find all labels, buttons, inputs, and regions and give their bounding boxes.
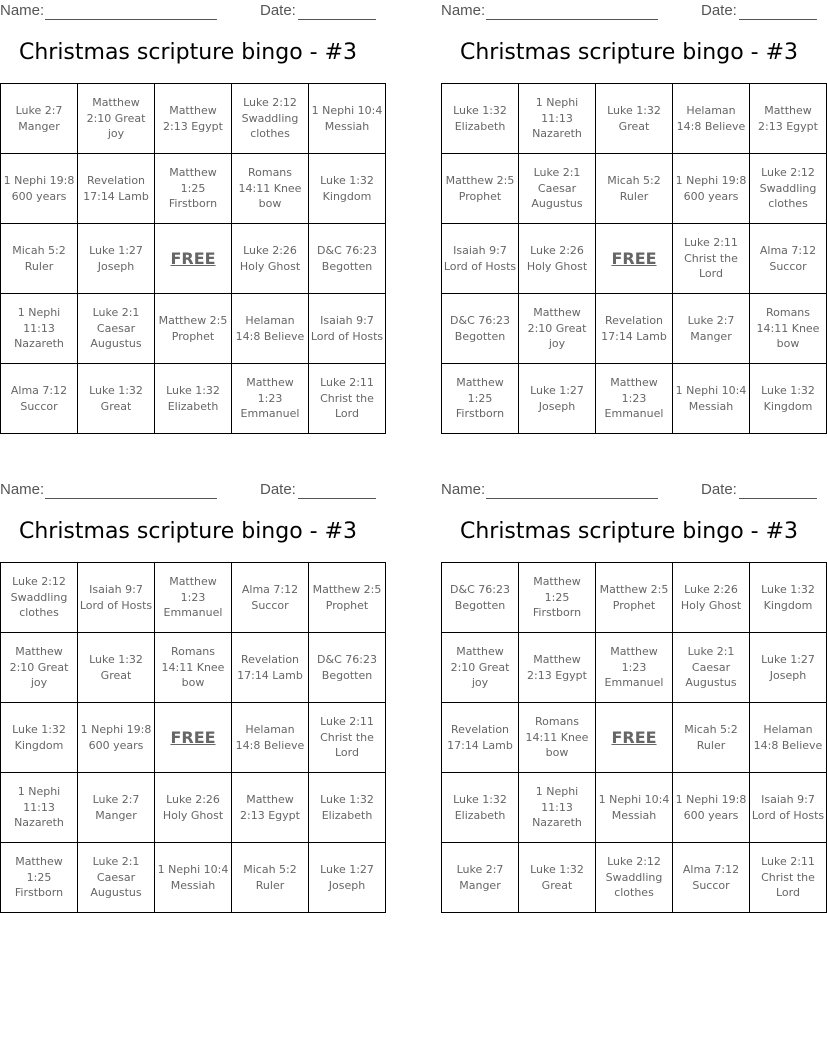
date-label: Date:: [260, 481, 296, 498]
bingo-cell[interactable]: Matthew 1:23 Emmanuel: [596, 364, 673, 434]
bingo-cell[interactable]: D&C 76:23 Begotten: [442, 294, 519, 364]
bingo-row: [442, 224, 827, 294]
bingo-cell[interactable]: Matthew 1:25 Firstborn: [1, 843, 78, 913]
bingo-cell[interactable]: Luke 2:12 Swaddling clothes: [750, 154, 827, 224]
bingo-grid: [0, 83, 386, 434]
date-line[interactable]: [739, 498, 817, 499]
bingo-cell[interactable]: 1 Nephi 11:13 Nazareth: [1, 294, 78, 364]
free-space[interactable]: FREE: [596, 224, 673, 294]
bingo-cell[interactable]: 1 Nephi 10:4 Messiah: [596, 773, 673, 843]
bingo-cell[interactable]: Luke 2:11 Christ the Lord: [309, 703, 386, 773]
bingo-cell[interactable]: 1 Nephi 11:13 Nazareth: [519, 84, 596, 154]
bingo-grid: [0, 562, 386, 913]
bingo-cell[interactable]: Matthew 2:13 Egypt: [519, 633, 596, 703]
bingo-cell[interactable]: Luke 1:27 Joseph: [78, 224, 155, 294]
bingo-row: [442, 154, 827, 224]
bingo-cell[interactable]: Micah 5:2 Ruler: [596, 154, 673, 224]
name-label: Name:: [0, 481, 45, 498]
bingo-cell[interactable]: Luke 2:11 Christ the Lord: [750, 843, 827, 913]
bingo-row: [442, 294, 827, 364]
bingo-cell[interactable]: Matthew 2:13 Egypt: [155, 84, 232, 154]
bingo-cell[interactable]: Luke 2:7 Manger: [673, 294, 750, 364]
bingo-cell[interactable]: Matthew 2:10 Great joy: [78, 84, 155, 154]
bingo-row: [442, 843, 827, 913]
card-header: [441, 0, 817, 22]
bingo-cell[interactable]: Matthew 2:5 Prophet: [309, 563, 386, 633]
bingo-cell[interactable]: Luke 1:32 Kingdom: [1, 703, 78, 773]
bingo-cell[interactable]: Revelation 17:14 Lamb: [232, 633, 309, 703]
bingo-cell[interactable]: Matthew 2:10 Great joy: [519, 294, 596, 364]
bingo-cell[interactable]: Luke 2:26 Holy Ghost: [519, 224, 596, 294]
bingo-row: [1, 563, 386, 633]
name-line[interactable]: [45, 19, 217, 20]
bingo-cell[interactable]: Luke 2:26 Holy Ghost: [673, 563, 750, 633]
bingo-row: [1, 294, 386, 364]
bingo-cell[interactable]: Luke 2:12 Swaddling clothes: [596, 843, 673, 913]
bingo-cell[interactable]: 1 Nephi 19:8 600 years: [673, 773, 750, 843]
bingo-cell[interactable]: D&C 76:23 Begotten: [442, 563, 519, 633]
bingo-cell[interactable]: Romans 14:11 Knee bow: [232, 154, 309, 224]
bingo-cell[interactable]: Matthew 1:23 Emmanuel: [155, 563, 232, 633]
bingo-cell[interactable]: 1 Nephi 19:8 600 years: [78, 703, 155, 773]
bingo-cell[interactable]: Romans 14:11 Knee bow: [155, 633, 232, 703]
bingo-row: [1, 224, 386, 294]
bingo-cell[interactable]: Romans 14:11 Knee bow: [750, 294, 827, 364]
bingo-cell[interactable]: Matthew 1:25 Firstborn: [519, 563, 596, 633]
bingo-cell[interactable]: Revelation 17:14 Lamb: [442, 703, 519, 773]
bingo-cell[interactable]: Helaman 14:8 Believe: [232, 703, 309, 773]
bingo-cell[interactable]: Luke 1:32 Great: [519, 843, 596, 913]
bingo-cell[interactable]: Luke 1:32 Great: [596, 84, 673, 154]
bingo-row: [1, 773, 386, 843]
bingo-cell[interactable]: Luke 1:32 Kingdom: [750, 563, 827, 633]
bingo-cell[interactable]: Luke 1:32 Elizabeth: [442, 84, 519, 154]
bingo-cell[interactable]: Luke 2:26 Holy Ghost: [232, 224, 309, 294]
bingo-row: [1, 633, 386, 703]
bingo-cell[interactable]: Matthew 1:25 Firstborn: [155, 154, 232, 224]
bingo-cell[interactable]: Matthew 2:5 Prophet: [596, 563, 673, 633]
bingo-grid: [441, 562, 827, 913]
bingo-cell[interactable]: Luke 1:32 Elizabeth: [442, 773, 519, 843]
bingo-cell[interactable]: Luke 1:27 Joseph: [309, 843, 386, 913]
bingo-cell[interactable]: 1 Nephi 19:8 600 years: [1, 154, 78, 224]
bingo-cell[interactable]: Luke 2:7 Manger: [1, 84, 78, 154]
bingo-cell[interactable]: Luke 1:27 Joseph: [750, 633, 827, 703]
bingo-cell[interactable]: Luke 2:1 Caesar Augustus: [78, 843, 155, 913]
free-space[interactable]: FREE: [155, 224, 232, 294]
bingo-cell[interactable]: Isaiah 9:7 Lord of Hosts: [78, 563, 155, 633]
bingo-cell[interactable]: Luke 1:32 Kingdom: [750, 364, 827, 434]
bingo-cell[interactable]: Micah 5:2 Ruler: [232, 843, 309, 913]
card-title: Christmas scripture bingo - #3: [459, 40, 799, 65]
bingo-row: [442, 563, 827, 633]
card-header: [0, 0, 376, 22]
bingo-row: [1, 154, 386, 224]
bingo-cell[interactable]: Luke 1:32 Elizabeth: [155, 364, 232, 434]
bingo-cell[interactable]: Luke 1:32 Elizabeth: [309, 773, 386, 843]
date-label: Date:: [701, 481, 737, 498]
bingo-cell[interactable]: Micah 5:2 Ruler: [1, 224, 78, 294]
card-header: [0, 479, 376, 501]
bingo-cell[interactable]: 1 Nephi 11:13 Nazareth: [1, 773, 78, 843]
bingo-row: [442, 633, 827, 703]
bingo-cell[interactable]: 1 Nephi 11:13 Nazareth: [519, 773, 596, 843]
bingo-cell[interactable]: Luke 2:12 Swaddling clothes: [232, 84, 309, 154]
card-title: Christmas scripture bingo - #3: [18, 519, 358, 544]
bingo-cell[interactable]: Luke 2:26 Holy Ghost: [155, 773, 232, 843]
bingo-row: [442, 84, 827, 154]
bingo-cell[interactable]: Isaiah 9:7 Lord of Hosts: [309, 294, 386, 364]
date-line[interactable]: [739, 19, 817, 20]
card-title: Christmas scripture bingo - #3: [18, 40, 358, 65]
bingo-cell[interactable]: D&C 76:23 Begotten: [309, 633, 386, 703]
bingo-cell[interactable]: Luke 2:7 Manger: [78, 773, 155, 843]
date-line[interactable]: [298, 498, 376, 499]
bingo-cell[interactable]: Micah 5:2 Ruler: [673, 703, 750, 773]
bingo-cell[interactable]: 1 Nephi 10:4 Messiah: [673, 364, 750, 434]
bingo-cell[interactable]: Alma 7:12 Succor: [750, 224, 827, 294]
bingo-cell[interactable]: Luke 2:12 Swaddling clothes: [1, 563, 78, 633]
bingo-cell[interactable]: 1 Nephi 10:4 Messiah: [309, 84, 386, 154]
bingo-cell[interactable]: Helaman 14:8 Believe: [232, 294, 309, 364]
date-line[interactable]: [298, 19, 376, 20]
name-line[interactable]: [45, 498, 217, 499]
bingo-cell[interactable]: Luke 2:11 Christ the Lord: [309, 364, 386, 434]
name-label: Name:: [441, 481, 486, 498]
bingo-cell[interactable]: Isaiah 9:7 Lord of Hosts: [442, 224, 519, 294]
name-label: Name:: [441, 2, 486, 19]
bingo-cell[interactable]: Luke 1:32 Great: [78, 633, 155, 703]
date-label: Date:: [701, 2, 737, 19]
bingo-cell[interactable]: 1 Nephi 10:4 Messiah: [155, 843, 232, 913]
free-space[interactable]: FREE: [155, 703, 232, 773]
bingo-cell[interactable]: Luke 2:1 Caesar Augustus: [673, 633, 750, 703]
bingo-cell[interactable]: Isaiah 9:7 Lord of Hosts: [750, 773, 827, 843]
date-label: Date:: [260, 2, 296, 19]
bingo-cell[interactable]: Matthew 2:5 Prophet: [442, 154, 519, 224]
bingo-cell[interactable]: Revelation 17:14 Lamb: [596, 294, 673, 364]
free-space[interactable]: FREE: [596, 703, 673, 773]
bingo-cell[interactable]: Matthew 1:23 Emmanuel: [232, 364, 309, 434]
bingo-cell[interactable]: Helaman 14:8 Believe: [750, 703, 827, 773]
bingo-cell[interactable]: Matthew 2:5 Prophet: [155, 294, 232, 364]
bingo-cell[interactable]: Luke 1:32 Great: [78, 364, 155, 434]
bingo-row: [442, 703, 827, 773]
name-line[interactable]: [486, 498, 658, 499]
bingo-cell[interactable]: Luke 2:1 Caesar Augustus: [78, 294, 155, 364]
bingo-cell[interactable]: Luke 2:1 Caesar Augustus: [519, 154, 596, 224]
bingo-cell[interactable]: Luke 2:7 Manger: [442, 843, 519, 913]
bingo-cell[interactable]: Revelation 17:14 Lamb: [78, 154, 155, 224]
bingo-cell[interactable]: Matthew 2:10 Great joy: [1, 633, 78, 703]
bingo-cell[interactable]: Helaman 14:8 Believe: [673, 84, 750, 154]
bingo-cell[interactable]: Matthew 2:13 Egypt: [750, 84, 827, 154]
bingo-row: [1, 703, 386, 773]
bingo-row: [442, 364, 827, 434]
name-line[interactable]: [486, 19, 658, 20]
bingo-cell[interactable]: Matthew 1:25 Firstborn: [442, 364, 519, 434]
card-title: Christmas scripture bingo - #3: [459, 519, 799, 544]
bingo-row: [442, 773, 827, 843]
bingo-cell[interactable]: Luke 2:11 Christ the Lord: [673, 224, 750, 294]
bingo-cell[interactable]: Alma 7:12 Succor: [1, 364, 78, 434]
bingo-cell[interactable]: Luke 1:32 Kingdom: [309, 154, 386, 224]
bingo-cell[interactable]: D&C 76:23 Begotten: [309, 224, 386, 294]
bingo-cell[interactable]: Alma 7:12 Succor: [232, 563, 309, 633]
bingo-row: [1, 843, 386, 913]
bingo-row: [1, 84, 386, 154]
name-label: Name:: [0, 2, 45, 19]
bingo-cell[interactable]: Alma 7:12 Succor: [673, 843, 750, 913]
bingo-grid: [441, 83, 827, 434]
bingo-cell[interactable]: Luke 1:27 Joseph: [519, 364, 596, 434]
bingo-cell[interactable]: Matthew 2:13 Egypt: [232, 773, 309, 843]
bingo-cell[interactable]: Matthew 1:23 Emmanuel: [596, 633, 673, 703]
bingo-cell[interactable]: Romans 14:11 Knee bow: [519, 703, 596, 773]
bingo-cell[interactable]: 1 Nephi 19:8 600 years: [673, 154, 750, 224]
card-header: [441, 479, 817, 501]
bingo-cell[interactable]: Matthew 2:10 Great joy: [442, 633, 519, 703]
bingo-row: [1, 364, 386, 434]
